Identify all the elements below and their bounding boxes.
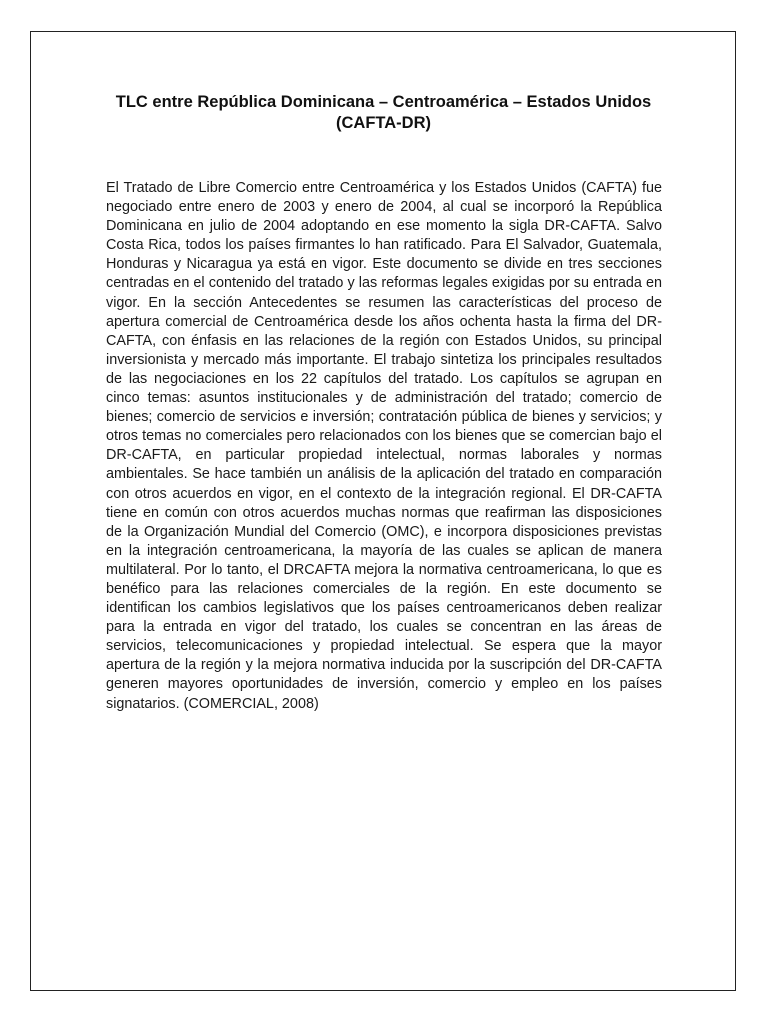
document-body-paragraph: El Tratado de Libre Comercio entre Centroamérica y los Estados Unidos (CAFTA) fue negociado entre enero de 2003 y enero de 2004, al cual se incorporó la República Dominicana en julio de 2004 adoptando en ese momento la sigla DR-CAFTA. Salvo Costa Rica, todos los países firmantes lo han ratificado. Para El Salvador, Guatemala, Honduras y Nicaragua ya está en vigor. Este documento se divide en tres secciones centradas en el contenido del tratado y las reformas legales exigidas por su entrada en vigor. En la sección Antecedentes se resumen las características del proceso de apertura comercial de Centroamérica desde los años ochenta hasta la firma del DR-CAFTA, con énfasis en las relaciones de la región con Estados Unidos, su principal inversionista y mercado más importante. El trabajo sintetiza los principales resultados de las negociaciones en los 22 capítulos del tratado. Los capítulos se agrupan en cinco temas: asuntos institucionales y de administración del tratado; comercio de bienes; comercio de servicios e inversión; contratación pública de bienes y servicios; y otros temas no comerciales pero relacionados con los bienes que se comercian bajo el DR-CAFTA, en particular propiedad intelectual, normas laborales y normas ambientales. Se hace también un análisis de la aplicación del tratado en comparación con otros acuerdos en vigor, en el contexto de la integración regional. El DR-CAFTA tiene en común con otros acuerdos muchas normas que reafirman las disposiciones de la Organización Mundial del Comercio (OMC), e incorpora disposiciones previstas en la integración centroamericana, la mayoría de las cuales se aplican de manera multilateral. Por lo tanto, el DRCAFTA mejora la normativa centroamericana, lo que es benéfico para las relaciones comerciales de la región. En este documento se identifican los cambios legislativos que los países centroamericanos deben realizar para la entrada en vigor del tratado, los cuales se concentran en las áreas de servicios, telecomunicaciones y propiedad intelectual. Se espera que la mayor apertura de la región y la mejora normativa inducida por la suscripción del DR-CAFTA generen mayores oportunidades de inversión, comercio y empleo en los países signatarios. (COMERCIAL, 2008): [106, 180, 662, 712]
document-title: TLC entre República Dominicana – Centroamérica – Estados Unidos (CAFTA-DR): [115, 93, 652, 132]
